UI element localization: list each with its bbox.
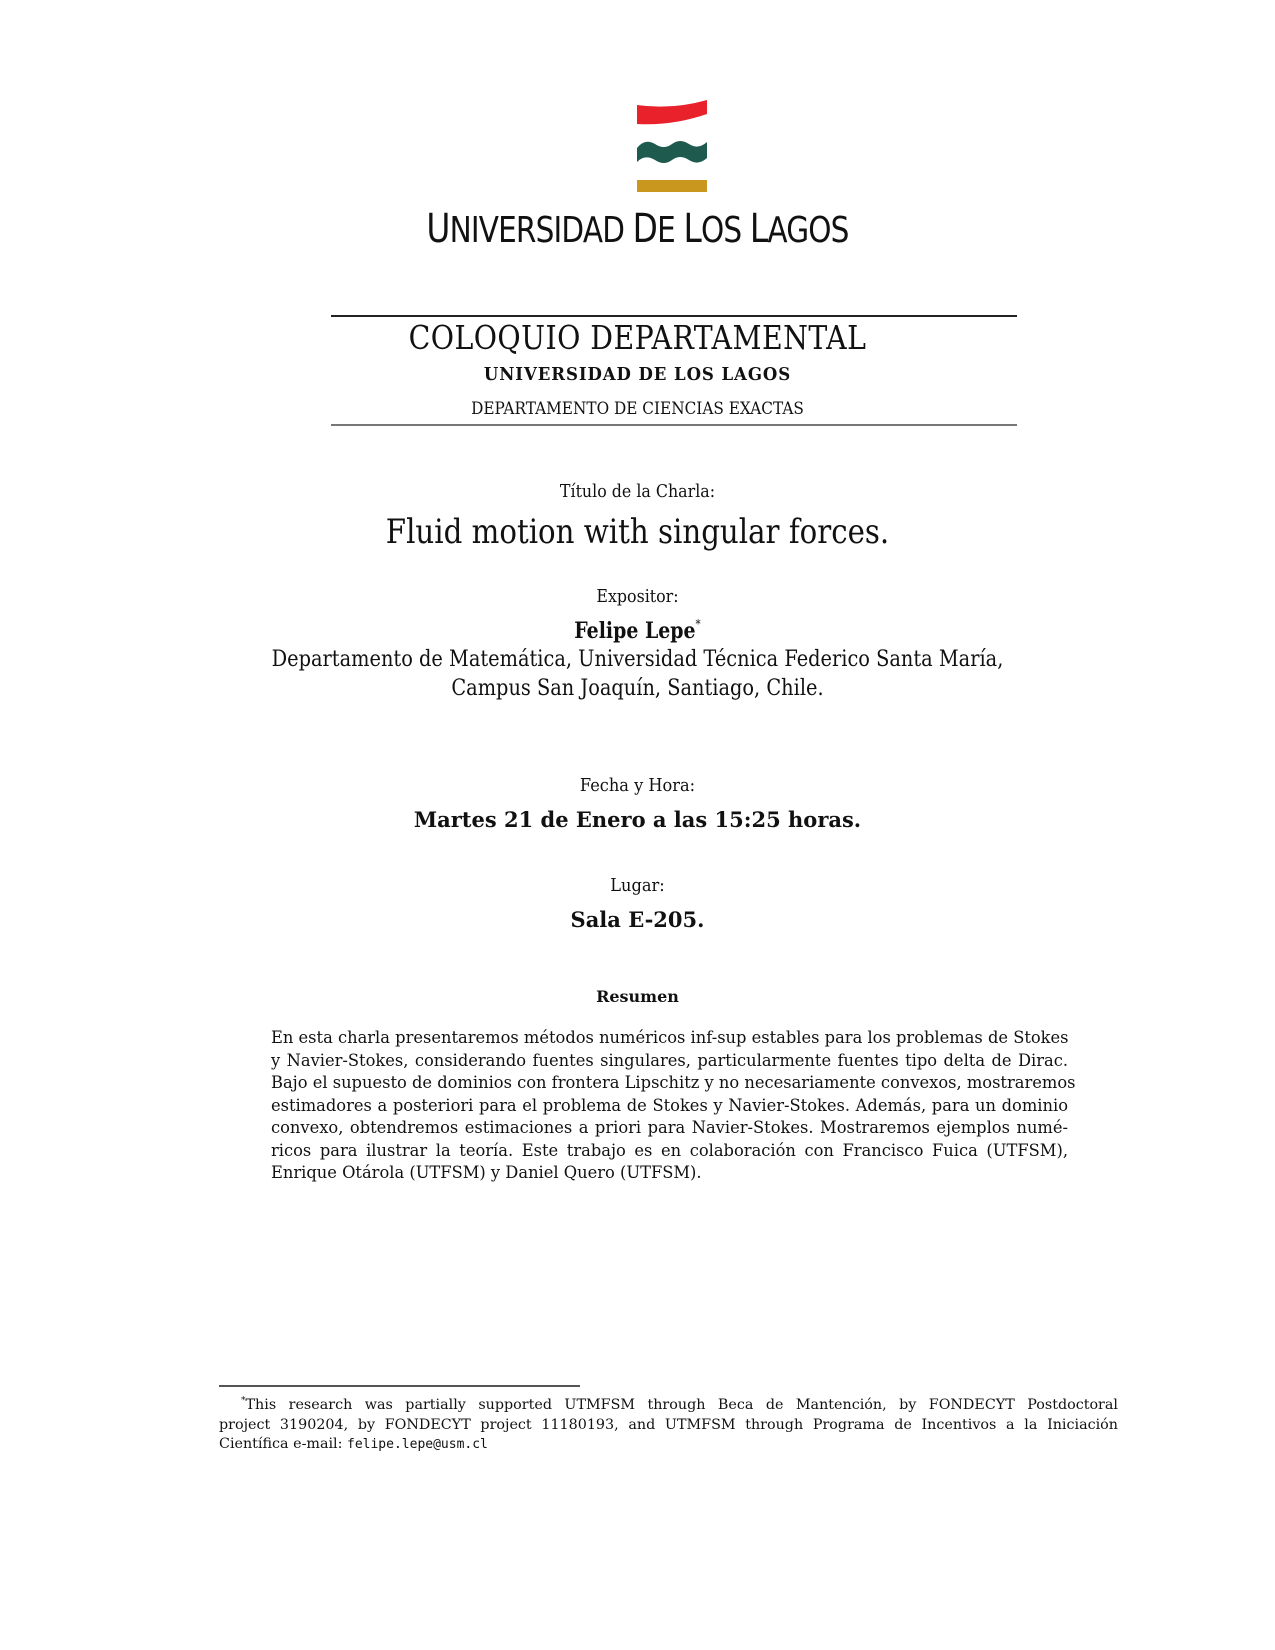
- footnote-line-3: [219, 1435, 1118, 1455]
- wordmark-rest: AGOS: [767, 210, 849, 251]
- university-wordmark: [115, 206, 1161, 252]
- speaker-name-text: Felipe Lepe: [574, 618, 696, 644]
- wordmark-cap: U: [426, 206, 450, 252]
- footnote-line-1: [219, 1392, 1118, 1416]
- abstract-line: convexo, obtendremos estimaciones a priori para Navier-Stokes. Mostraremos ejemplos numé-: [271, 1118, 1068, 1137]
- abstract-line: ricos para ilustrar la teoría. Este trabajo es en colaboración con Francisco Fuica (UTFSM),: [271, 1140, 1068, 1160]
- abstract-line: En esta charla presentaremos métodos numéricos inf-sup estables para los problemas de Stokes: [271, 1028, 1069, 1047]
- abstract-heading: Resumen: [596, 987, 679, 1006]
- speaker-name: [89, 617, 1186, 644]
- abstract-line: Bajo el supuesto de dominios con frontera Lipschitz y no necesariamente convexos, mostraremos: [271, 1073, 1076, 1092]
- gold-bar-icon: [637, 180, 707, 192]
- header-top-rule: [331, 315, 1017, 317]
- abstract-line: Enrique Otárola (UTFSM) y Daniel Quero (UTFSM).: [271, 1163, 702, 1182]
- talk-title-label: Título de la Charla:: [559, 481, 716, 502]
- speaker-affiliation-line-2: Campus San Joaquín, Santiago, Chile.: [451, 676, 824, 701]
- abstract-line: y Navier-Stokes, considerando fuentes singulares, particularmente fuentes tipo delta de Dirac.: [271, 1050, 1068, 1070]
- teal-wave-icon: [637, 141, 707, 163]
- footnote-rule: [219, 1385, 580, 1387]
- department-name: DEPARTAMENTO DE CIENCIAS EXACTAS: [471, 399, 804, 419]
- date-value: Martes 21 de Enero a las 15:25 horas.: [413, 807, 862, 832]
- header-bottom-rule: [331, 424, 1017, 426]
- speaker-label: Expositor:: [596, 586, 679, 607]
- speaker-affiliation-line-1: Departamento de Matemática, Universidad Técnica Federico Santa María,: [271, 647, 1004, 672]
- footnote-marker: *: [241, 1396, 246, 1406]
- university-name: UNIVERSIDAD DE LOS LAGOS: [483, 364, 792, 385]
- wordmark-rest: E: [657, 210, 684, 251]
- place-value: Sala E-205.: [570, 907, 705, 932]
- colloquium-title: COLOQUIO DEPARTAMENTAL: [408, 318, 867, 357]
- footnote: [219, 1392, 1118, 1455]
- talk-title: Fluid motion with singular forces.: [385, 512, 890, 552]
- place-label: Lugar:: [610, 875, 665, 896]
- footnote-text: Científica e-mail:: [219, 1436, 347, 1452]
- email-link[interactable]: felipe.lepe@usm.cl: [347, 1437, 488, 1452]
- university-logo-icon: [632, 100, 712, 196]
- red-stripe-icon: [637, 100, 707, 124]
- footnote-text: This research was partially supported UTMFSM through Beca de Mantención, by FONDECYT Postdoctoral: [245, 1397, 1118, 1413]
- footnote-line-2: project 3190204, by FONDECYT project 11180193, and UTMFSM through Programa de Incentivos a la Iniciación: [219, 1416, 1118, 1433]
- wordmark-rest: NIVERSIDAD: [449, 210, 633, 251]
- wordmark-cap: L: [749, 206, 768, 252]
- abstract-body: [271, 1027, 1076, 1185]
- abstract-line: estimadores a posteriori para el problema de Stokes y Navier-Stokes. Además, para un dominio: [271, 1095, 1068, 1115]
- wordmark-rest: OS: [700, 210, 750, 251]
- wordmark-cap: L: [683, 206, 701, 252]
- date-label: Fecha y Hora:: [579, 775, 696, 796]
- footnote-marker: *: [695, 617, 701, 631]
- wordmark-cap: D: [632, 206, 658, 252]
